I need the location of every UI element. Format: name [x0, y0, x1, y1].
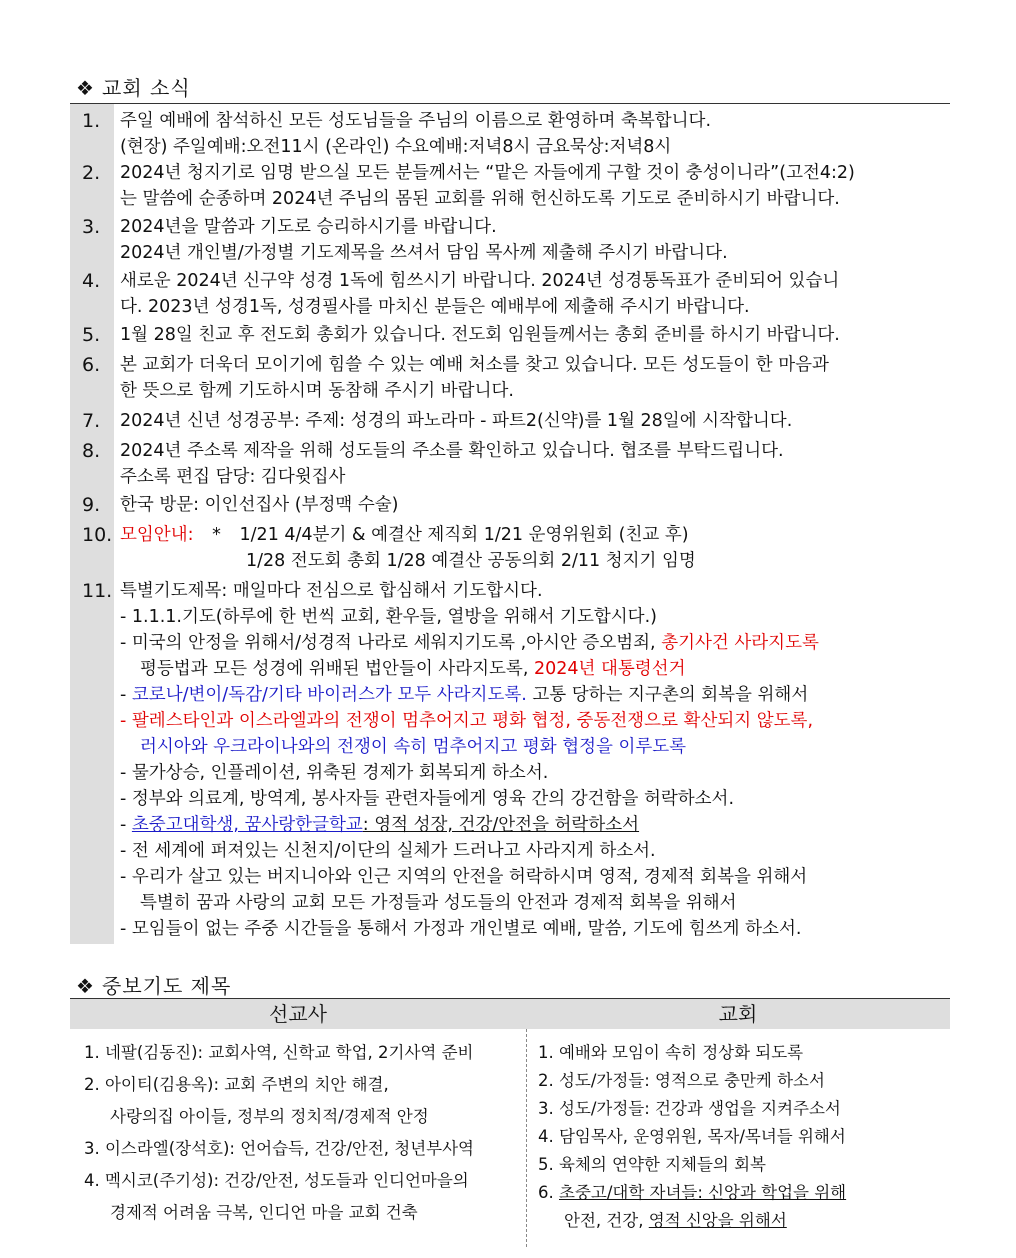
list-item: 3. 이스라엘(장석호): 언어습득, 건강/안전, 청년부사역	[84, 1139, 474, 1158]
dash-mark: -	[120, 815, 132, 835]
item-number: 8.	[82, 440, 101, 462]
item-text: 한국 방문: 이인선집사 (부정맥 수술)	[120, 495, 399, 515]
prayer-highlight: 2024년 대통령선거	[533, 659, 686, 679]
prayer-highlight: 총기사건 사라지도록	[661, 633, 819, 653]
prayer-highlight: 초중고대학생, 꿈사랑한글학교	[131, 815, 363, 835]
news-section-title: 교회 소식	[102, 76, 191, 100]
intercession-table	[70, 998, 950, 1247]
prayer-section-title: 중보기도 제목	[102, 974, 232, 998]
diamond-bullet-icon: ❖	[76, 974, 95, 998]
prayer-line: - 전 세계에 퍼져있는 신천지/이단의 실체가 드러나고 사라지게 하소서.	[120, 841, 656, 861]
prayer-line: 평등법과 모든 성경에 위배된 법안들이 사라지도록,	[140, 659, 534, 679]
list-item: 4. 담임목사, 운영위원, 목자/목녀들 위해서	[538, 1127, 846, 1146]
item-number: 5.	[82, 324, 101, 346]
item-text: 새로운 2024년 신구약 성경 1독에 힘쓰시기 바랍니다. 2024년 성경통독표가 준비되어 있습니	[120, 271, 840, 291]
item-text: (현장) 주일예배:오전11시 (온라인) 수요예배:저녁8시 금요묵상:저녁8시	[120, 137, 672, 157]
dash-mark: -	[120, 685, 132, 705]
item-text: 는 말씀에 순종하며 2024년 주님의 몸된 교회를 위해 헌신하도록 기도로 준비하시기 바랍니다.	[120, 189, 840, 209]
church-column-header: 교회	[526, 999, 950, 1029]
column-divider	[526, 1029, 527, 1247]
church-list	[538, 1039, 846, 1235]
list-item: 2. 성도/가정들: 영적으로 충만케 하소서	[538, 1071, 825, 1090]
missionary-column-header: 선교사	[70, 999, 526, 1029]
item-text: 주일 예배에 참석하신 모든 성도님들을 주님의 이름으로 환영하며 축복합니다.	[120, 111, 712, 131]
item-number: 1.	[82, 110, 101, 132]
prayer-line: - 1.1.1.기도(하루에 한 번씩 교회, 환우들, 열방을 위해서 기도합시다.)	[120, 607, 657, 627]
prayer-title: 특별기도제목: 매일마다 전심으로 합심해서 기도합시다.	[120, 581, 543, 601]
prayer-line: : 영적 성장, 건강/안전을 허락하소서	[362, 815, 640, 835]
prayer-line: - 미국의 안정을 위해서/성경적 나라로 세워지기도록 ,아시안 증오범죄,	[120, 633, 662, 653]
item-number: 3.	[82, 216, 101, 238]
prayer-highlight: 러시아와 우크라이나와의 전쟁이 속히 멈추어지고 평화 협정을 이루도록	[140, 737, 687, 757]
item-number: 7.	[82, 410, 101, 432]
item-text: 2024년 주소록 제작을 위해 성도들의 주소를 확인하고 있습니다. 협조를 부탁드립니다.	[120, 441, 784, 461]
prayer-section-heading	[76, 970, 231, 999]
list-item: 5. 육체의 연약한 지체들의 회복	[538, 1155, 766, 1174]
list-item: 초중고/대학 자녀들: 신앙과 학업을 위해	[559, 1183, 847, 1202]
prayer-line: - 물가상승, 인플레이션, 위축된 경제가 회복되게 하소서.	[120, 763, 549, 783]
prayer-line: 특별히 꿈과 사랑의 교회 모든 가정들과 성도들의 안전과 경제적 회복을 위해서	[140, 893, 737, 913]
prayer-highlight: 팔레스타인과 이스라엘과의 전쟁이 멈추어지고 평화 협정, 중동전쟁으로 확산되지 않도록,	[131, 711, 814, 731]
meeting-guide-label: 모임안내:	[120, 525, 194, 545]
list-item: 1. 예배와 모임이 속히 정상화 되도록	[538, 1043, 804, 1062]
item-text: 다. 2023년 성경1독, 성경필사를 마치신 분들은 예배부에 제출해 주시기 바랍니다.	[120, 297, 750, 317]
diamond-bullet-icon: ❖	[76, 76, 95, 100]
prayer-line: - 모임들이 없는 주중 시간들을 통해서 가정과 개인별로 예배, 말씀, 기도에 힘쓰게 하소서.	[120, 919, 802, 939]
item-text: 2024년을 말씀과 기도로 승리하시기를 바랍니다.	[120, 217, 497, 237]
prayer-highlight: 코로나/변이/독감/기타 바이러스가 모두 사라지도록.	[131, 685, 527, 705]
item-text: 한 뜻으로 함께 기도하시며 동참해 주시기 바랍니다.	[120, 381, 514, 401]
item-number: 11.	[82, 580, 113, 602]
item-number: 2.	[82, 162, 101, 184]
star-mark: *	[212, 525, 221, 545]
item-text: 주소록 편집 담당: 김다윗집사	[120, 467, 346, 487]
item-text: 2024년 개인별/가정별 기도제목을 쓰셔서 담임 목사께 제출해 주시기 바랍니다.	[120, 243, 728, 263]
item-number: 6.	[538, 1183, 559, 1202]
item-number: 9.	[82, 494, 101, 516]
missionary-list	[84, 1039, 474, 1227]
prayer-line: - 우리가 살고 있는 버지니아와 인근 지역의 안전을 허락하시며 영적, 경제적 회복을 위해서	[120, 867, 808, 887]
item-text: 본 교회가 더욱더 모이기에 힘쓸 수 있는 예배 처소를 찾고 있습니다. 모든 성도들이 한 마음과	[120, 355, 829, 375]
list-item: 4. 멕시코(주기성): 건강/안전, 성도들과 인디언마을의	[84, 1171, 469, 1190]
list-item: 안전, 건강,	[564, 1211, 649, 1230]
item-number: 10.	[82, 524, 113, 546]
list-item: 경제적 어려움 극복, 인디언 마을 교회 건축	[110, 1203, 418, 1222]
item-text: 2024년 청지기로 임명 받으실 모든 분들께서는 “맡은 자들에게 구할 것이 충성이니라”(고전4:2)	[120, 163, 855, 183]
item-number: 6.	[82, 354, 101, 376]
list-item: 영적 신앙을 위해서	[648, 1211, 787, 1230]
item-text: 2024년 신년 성경공부: 주제: 성경의 파노라마 - 파트2(신약)를 1월 28일에 시작합니다.	[120, 411, 793, 431]
prayer-line: 고통 당하는 지구촌의 회복을 위해서	[526, 685, 809, 705]
list-item: 사랑의집 아이들, 정부의 정치적/경제적 안정	[110, 1107, 429, 1126]
dash-mark: -	[120, 711, 132, 731]
prayer-line: - 정부와 의료계, 방역계, 봉사자들 관련자들에게 영육 간의 강건함을 허락하소서.	[120, 789, 735, 809]
item-number: 4.	[82, 270, 101, 292]
schedule-line: 1/21 4/4분기 & 예결산 제직회 1/21 운영위원회 (친교 후)	[239, 525, 689, 545]
list-item: 3. 성도/가정들: 건강과 생업을 지켜주소서	[538, 1099, 841, 1118]
list-item: 2. 아이티(김용옥): 교회 주변의 치안 해결,	[84, 1075, 389, 1094]
news-list	[70, 103, 950, 944]
list-item: 1. 네팔(김동진): 교회사역, 신학교 학업, 2기사역 준비	[84, 1043, 474, 1062]
item-text: 1월 28일 친교 후 전도회 총회가 있습니다. 전도회 임원들께서는 총회 준비를 하시기 바랍니다.	[120, 325, 840, 345]
news-section-heading	[76, 72, 191, 101]
schedule-line: 1/28 전도회 총회 1/28 예결산 공동의회 2/11 청지기 임명	[246, 551, 696, 571]
